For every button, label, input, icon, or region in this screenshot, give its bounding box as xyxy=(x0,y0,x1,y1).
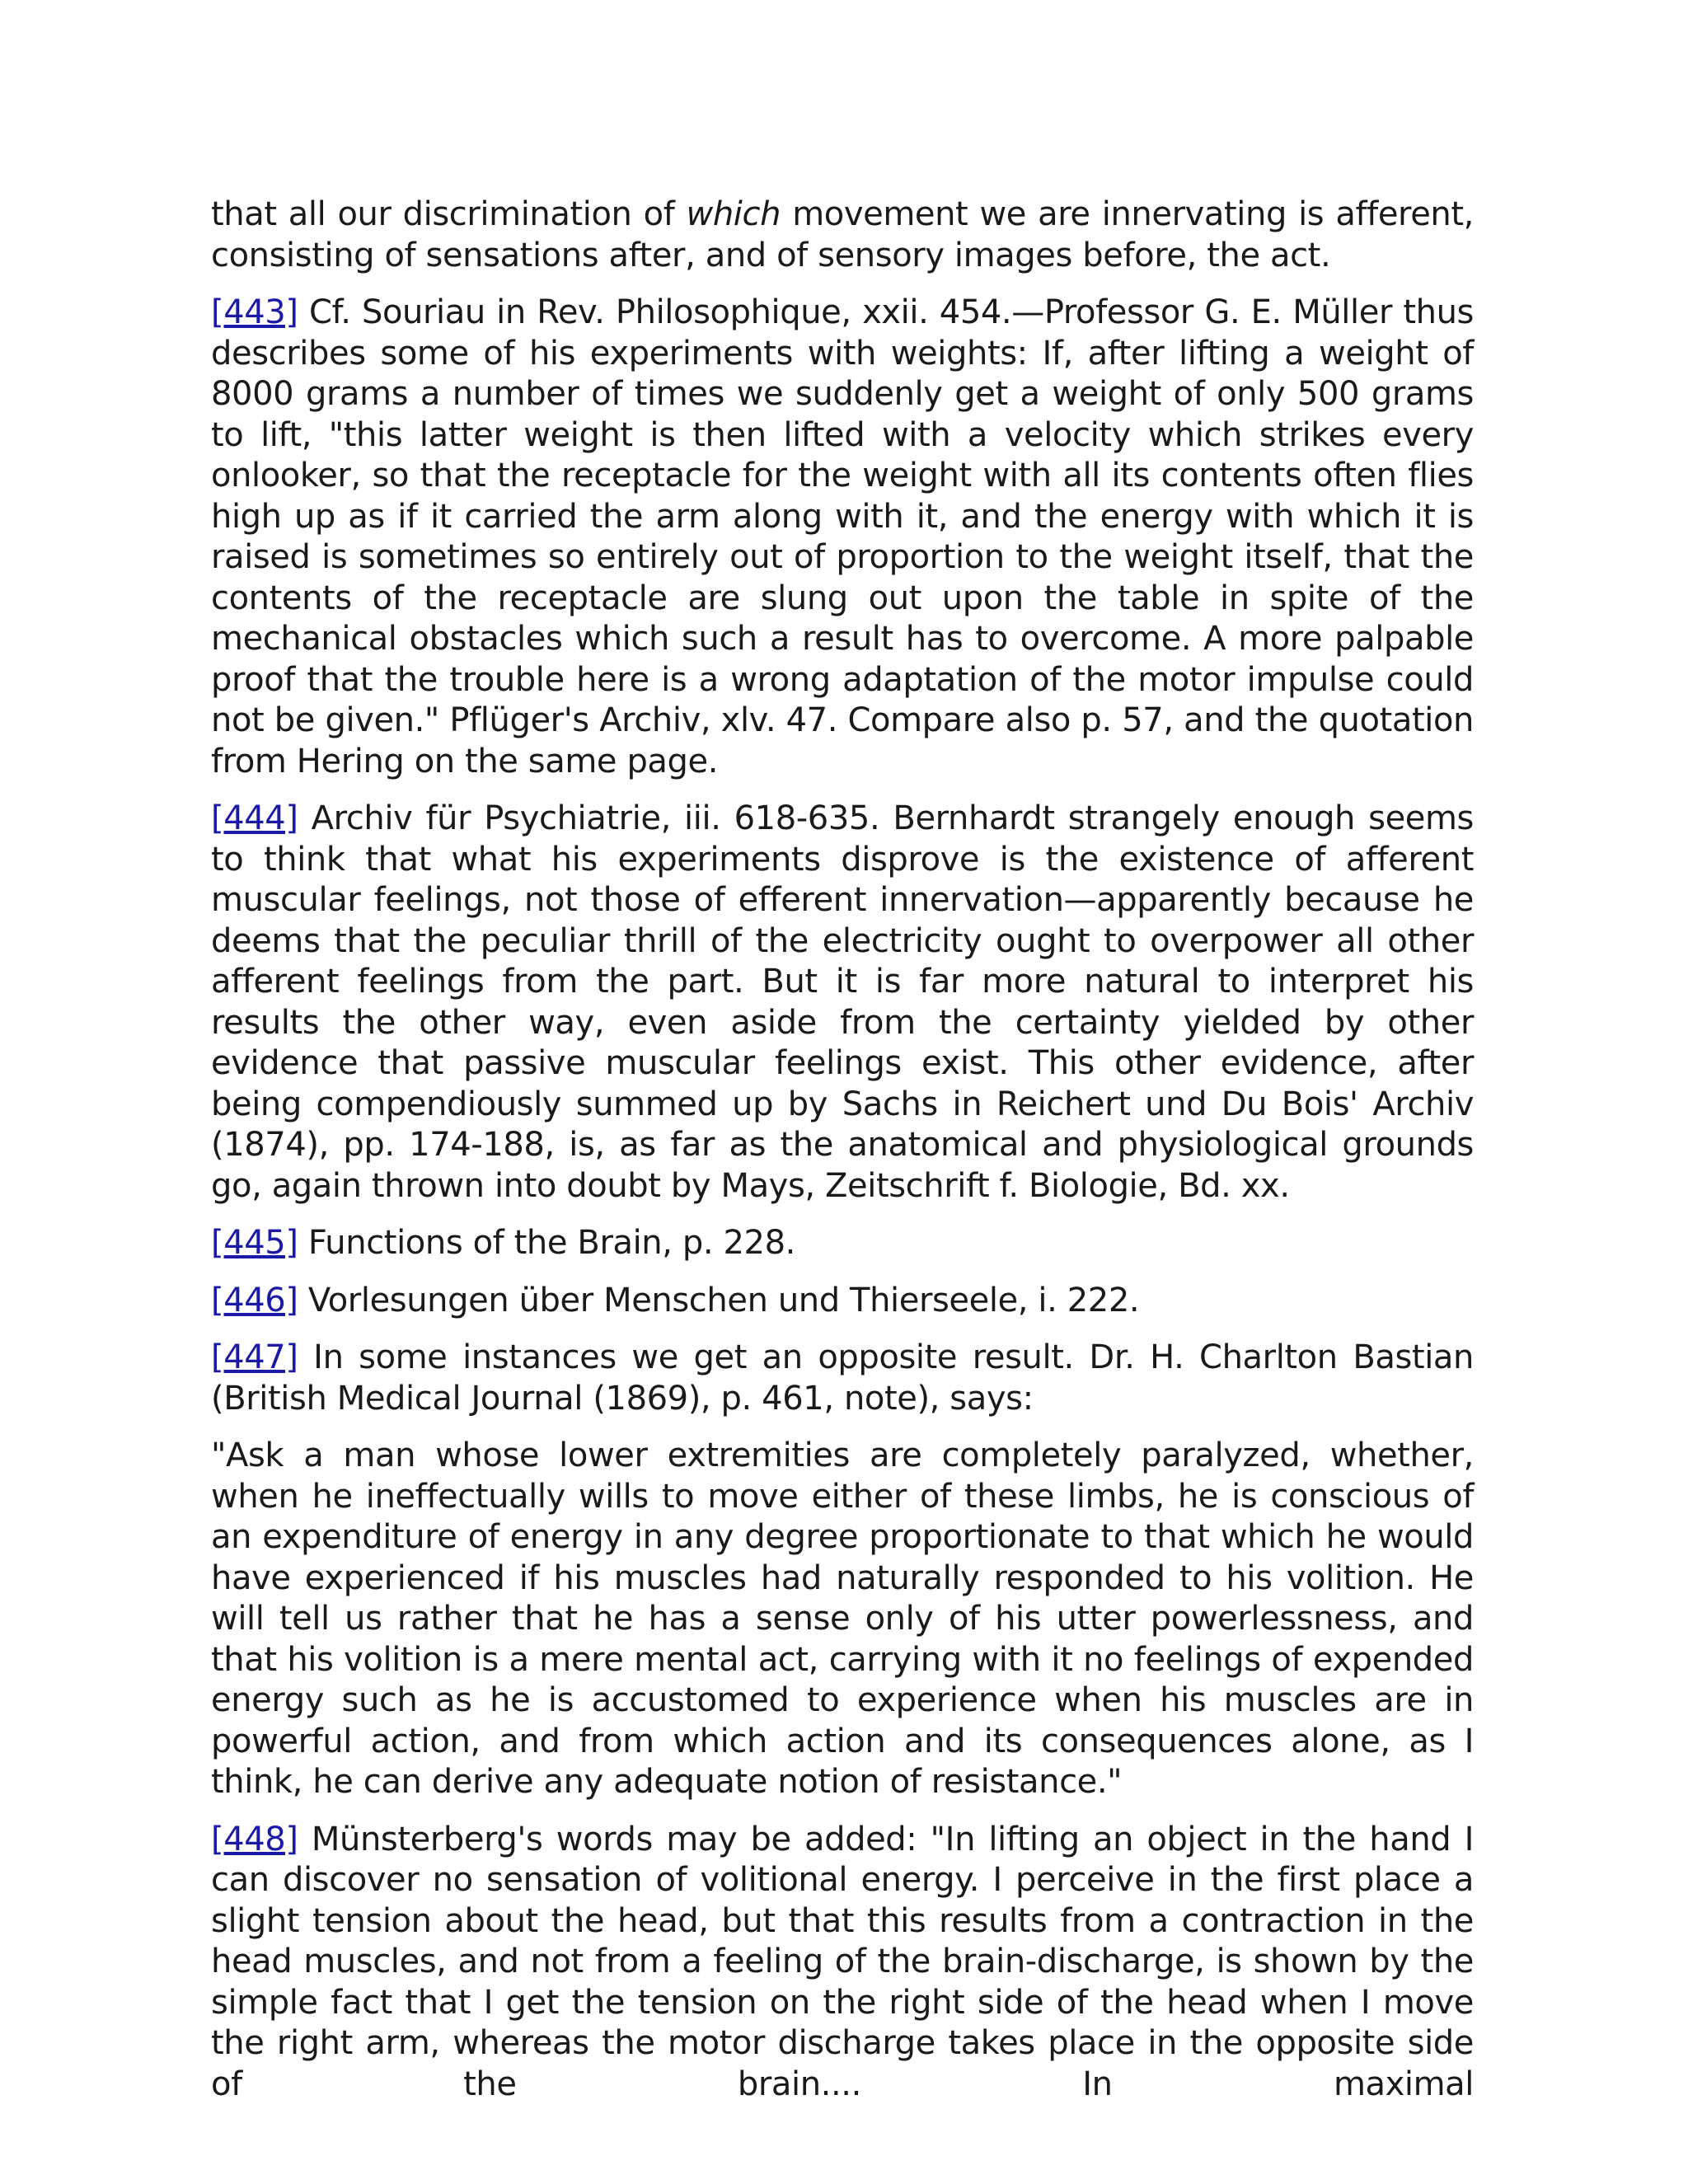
footnote-text-446: Vorlesungen über Menschen und Thierseele, i. 222. xyxy=(298,1281,1140,1319)
footnote-text-443: Cf. Souriau in Rev. Philosophique, xxii. 454.—Professor G. E. Müller thus describes some of his experiments with weights: If, after lifting a weight of 8000 grams a number of times we suddenly get a weight of only 500 grams to lift, "this latter weight is then lifted with a velocity which strikes every onlooker, so that the receptacle for the weight with all its contents often flies high up as if it carried the arm along with it, and the energy with which it is raised is sometimes so entirely out of proportion to the weight itself, that the contents of the receptacle are slung out upon the table in spite of the mechanical obstacles which such a result has to overcome. A more palpable proof that the trouble here is a wrong adaptation of the motor impulse could not be given." Pflüger's Archiv, xlv. 47. Compare also p. 57, and the quotation from Hering on the same page. xyxy=(211,293,1474,780)
footnote-text-447: In some instances we get an opposite result. Dr. H. Charlton Bastian (British Medical Journal (1869), p. 461, note), says: xyxy=(211,1338,1474,1418)
footnote-448 xyxy=(211,1820,1474,2106)
footnote-text-445: Functions of the Brain, p. 228. xyxy=(298,1224,795,1262)
footnote-link-446[interactable]: [446] xyxy=(211,1281,298,1319)
footnote-447 xyxy=(211,1338,1474,1419)
emphasis-word: which xyxy=(686,195,781,233)
footnote-link-443[interactable]: [443] xyxy=(211,293,298,331)
footnote-link-447[interactable]: [447] xyxy=(211,1338,298,1376)
footnote-link-448[interactable]: [448] xyxy=(211,1820,298,1858)
footnote-text-444: Archiv für Psychiatrie, iii. 618-635. Bernhardt strangely enough seems to think that what his experiments disprove is the existence of afferent muscular feelings, not those of efferent innervation—apparently because he deems that the peculiar thrill of the electricity ought to overpower all other afferent feelings from the part. But it is far more natural to interpret his results the other way, even aside from the certainty yielded by other evidence that passive muscular feelings exist. This other evidence, after being compendiously summed up by Sachs in Reichert und Du Bois' Archiv (1874), pp. 174-188, is, as far as the anatomical and physiological grounds go, again thrown into doubt by Mays, Zeitschrift f. Biologie, Bd. xx. xyxy=(211,799,1474,1205)
footnote-445 xyxy=(211,1223,1474,1264)
footnote-446 xyxy=(211,1281,1474,1322)
continuation-text-start: that all our discrimination of xyxy=(211,195,687,233)
footnote-link-445[interactable]: [445] xyxy=(211,1224,298,1262)
footnote-text-448: Münsterberg's words may be added: "In lifting an object in the hand I can discover no sensation of volitional energy. I perceive in the first place a slight tension about the head, but that this results from a contraction in the head muscles, and not from a feeling of the brain-discharge, is shown by the simple fact that I get the tension on the right side of the head when I move the right arm, whereas the motor discharge takes place in the opposite side of the brain.... In maximal xyxy=(211,1820,1474,2103)
footnote-link-444[interactable]: [444] xyxy=(211,799,298,837)
footnote-444 xyxy=(211,799,1474,1207)
continuation-text-end: movement we are innervating is afferent, consisting of sensations after, and of sensory images before, the act. xyxy=(211,195,1474,274)
footnote-443 xyxy=(211,293,1474,782)
block-quote: "Ask a man whose lower extremities are completely paralyzed, whether, when he ineffectually wills to move either of these limbs, he is conscious of an expenditure of energy in any degree proportionate to that which he would have experienced if his muscles had naturally responded to his volition. He will tell us rather that he has a sense only of his utter powerlessness, and that his volition is a mere mental act, carrying with it no feelings of expended energy such as he is accustomed to experience when his muscles are in powerful action, and from which action and its consequences alone, as I think, he can derive any adequate notion of resistance." xyxy=(211,1436,1474,1801)
document-page xyxy=(211,194,1474,2121)
continuation-paragraph xyxy=(211,194,1474,276)
